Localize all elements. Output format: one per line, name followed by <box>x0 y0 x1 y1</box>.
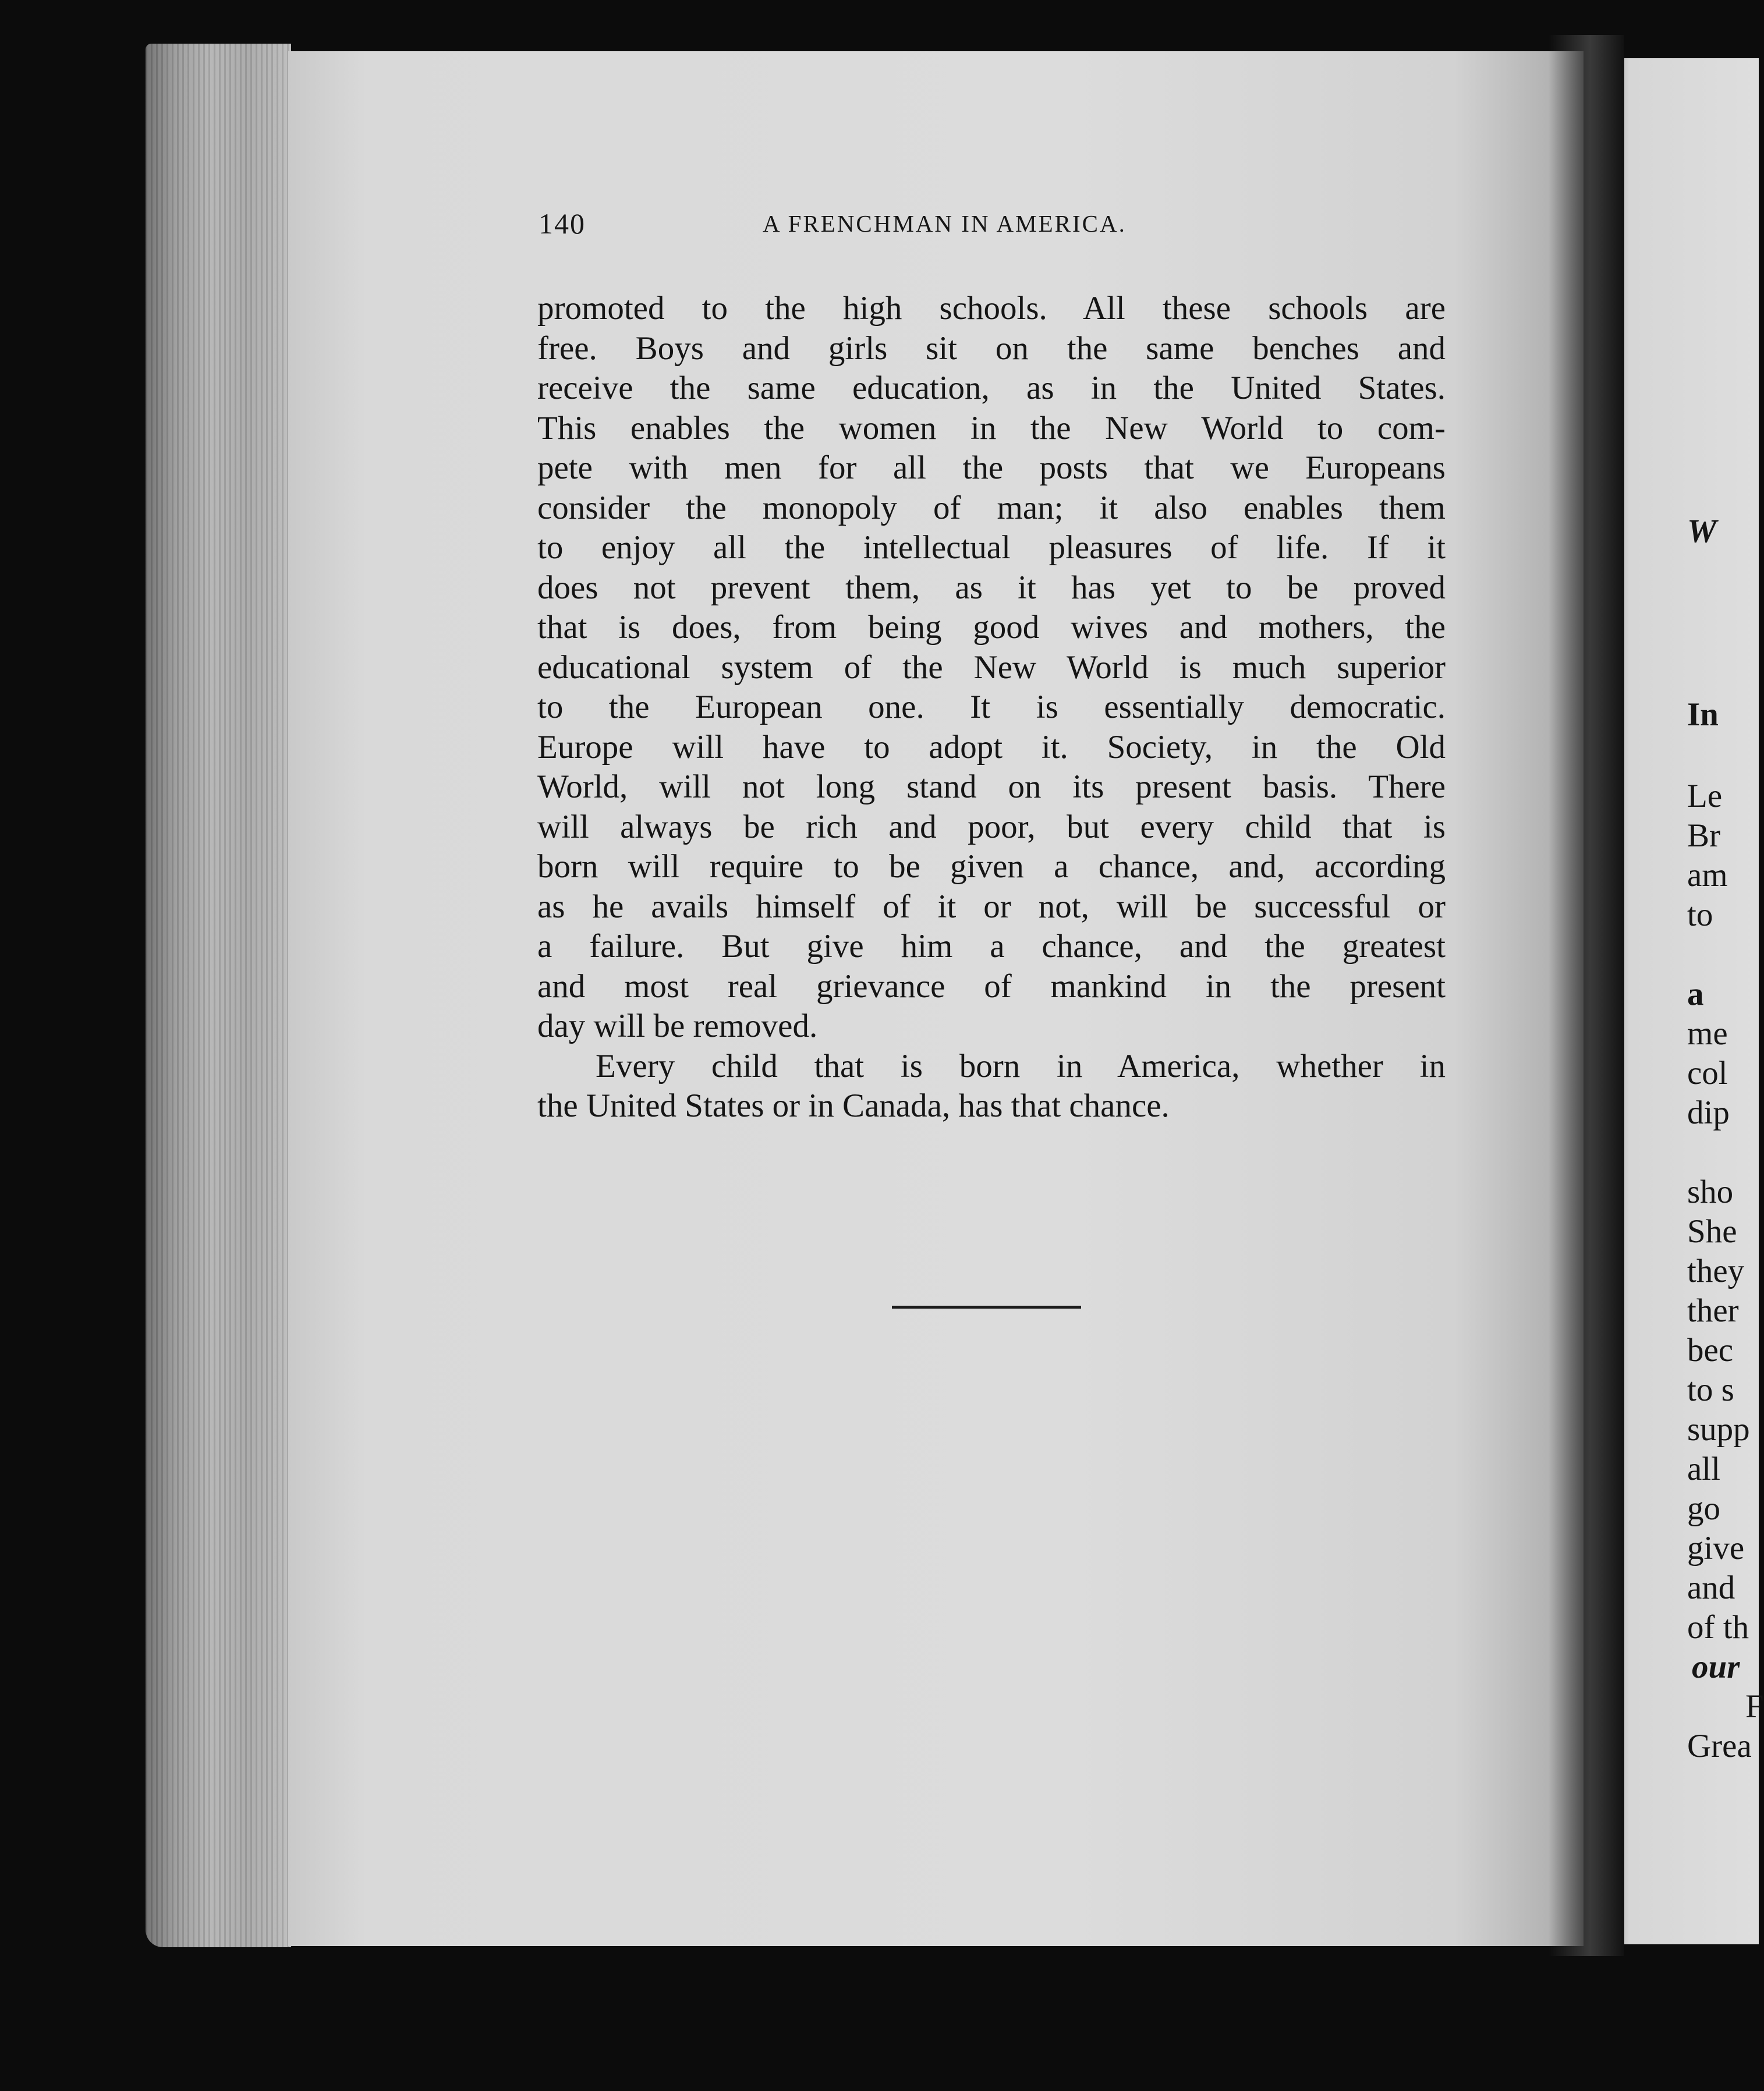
text-line: a failure. But give him a chance, and the greatest <box>537 928 1446 965</box>
facing-fragment: Grea <box>1687 1728 1752 1764</box>
text-line: Every child that is born in America, whether in <box>596 1047 1446 1085</box>
text-line: does not prevent them, as it has yet to be proved <box>537 569 1446 606</box>
text-line: the United States or in Canada, has that chance. <box>537 1087 1170 1124</box>
section-end-rule <box>892 1306 1081 1309</box>
facing-fragment: W <box>1687 513 1717 550</box>
facing-fragment: go <box>1687 1490 1720 1527</box>
facing-fragment: In <box>1687 696 1719 733</box>
facing-fragment: and <box>1687 1569 1735 1606</box>
facing-fragment: sho <box>1687 1174 1734 1210</box>
facing-fragment: col <box>1687 1055 1728 1091</box>
book-gutter <box>1549 35 1624 1956</box>
text-line: pete with men for all the posts that we Europeans <box>537 449 1446 486</box>
page-number: 140 <box>539 207 586 240</box>
facing-fragment: F <box>1745 1688 1764 1725</box>
text-line: This enables the women in the New World to com- <box>537 409 1446 446</box>
facing-fragment: all <box>1687 1451 1720 1487</box>
running-title: A FRENCHMAN IN AMERICA. <box>763 210 1127 237</box>
facing-fragment: of th <box>1687 1609 1749 1646</box>
facing-fragment: bec <box>1687 1332 1734 1369</box>
facing-fragment: am <box>1687 857 1728 894</box>
facing-fragment: Le <box>1687 778 1723 814</box>
text-line: as he avails himself of it or not, will be successful or <box>537 888 1446 925</box>
facing-fragment: ther <box>1687 1292 1739 1329</box>
body-text <box>537 289 1446 1126</box>
text-line: World, will not long stand on its present basis. There <box>537 768 1446 805</box>
text-line: born will require to be given a chance, and, according <box>537 848 1446 885</box>
facing-fragment: a <box>1687 976 1704 1012</box>
text-line: and most real grievance of mankind in the present <box>537 967 1446 1005</box>
text-line: free. Boys and girls sit on the same benches and <box>537 329 1446 367</box>
facing-fragment: dip <box>1687 1094 1730 1131</box>
text-line: will always be rich and poor, but every child that is <box>537 808 1446 845</box>
facing-fragment: Br <box>1687 817 1720 854</box>
facing-fragment: give <box>1687 1530 1745 1567</box>
facing-fragment: our <box>1692 1649 1740 1685</box>
text-line: consider the monopoly of man; it also enables them <box>537 489 1446 526</box>
text-line: promoted to the high schools. All these schools are <box>537 290 1446 327</box>
facing-page-text <box>1687 0 1764 2091</box>
page-edges <box>146 44 291 1947</box>
text-line: receive the same education, as in the United States. <box>537 370 1446 406</box>
text-line: Europe will have to adopt it. Society, in the Old <box>537 728 1446 765</box>
text-line: to enjoy all the intellectual pleasures of life. If it <box>537 529 1446 566</box>
facing-fragment: me <box>1687 1015 1728 1052</box>
text-line: that is does, from being good wives and mothers, the <box>537 609 1446 646</box>
facing-fragment: supp <box>1687 1411 1750 1448</box>
text-line: educational system of the New World is much superior <box>537 648 1446 686</box>
facing-fragment: to s <box>1687 1371 1734 1408</box>
facing-fragment: to <box>1687 896 1713 933</box>
text-line: to the European one. It is essentially democratic. <box>537 689 1446 725</box>
running-head <box>539 207 1225 247</box>
text-line: day will be removed. <box>537 1008 818 1044</box>
facing-fragment: She <box>1687 1213 1737 1250</box>
facing-fragment: they <box>1687 1253 1745 1289</box>
